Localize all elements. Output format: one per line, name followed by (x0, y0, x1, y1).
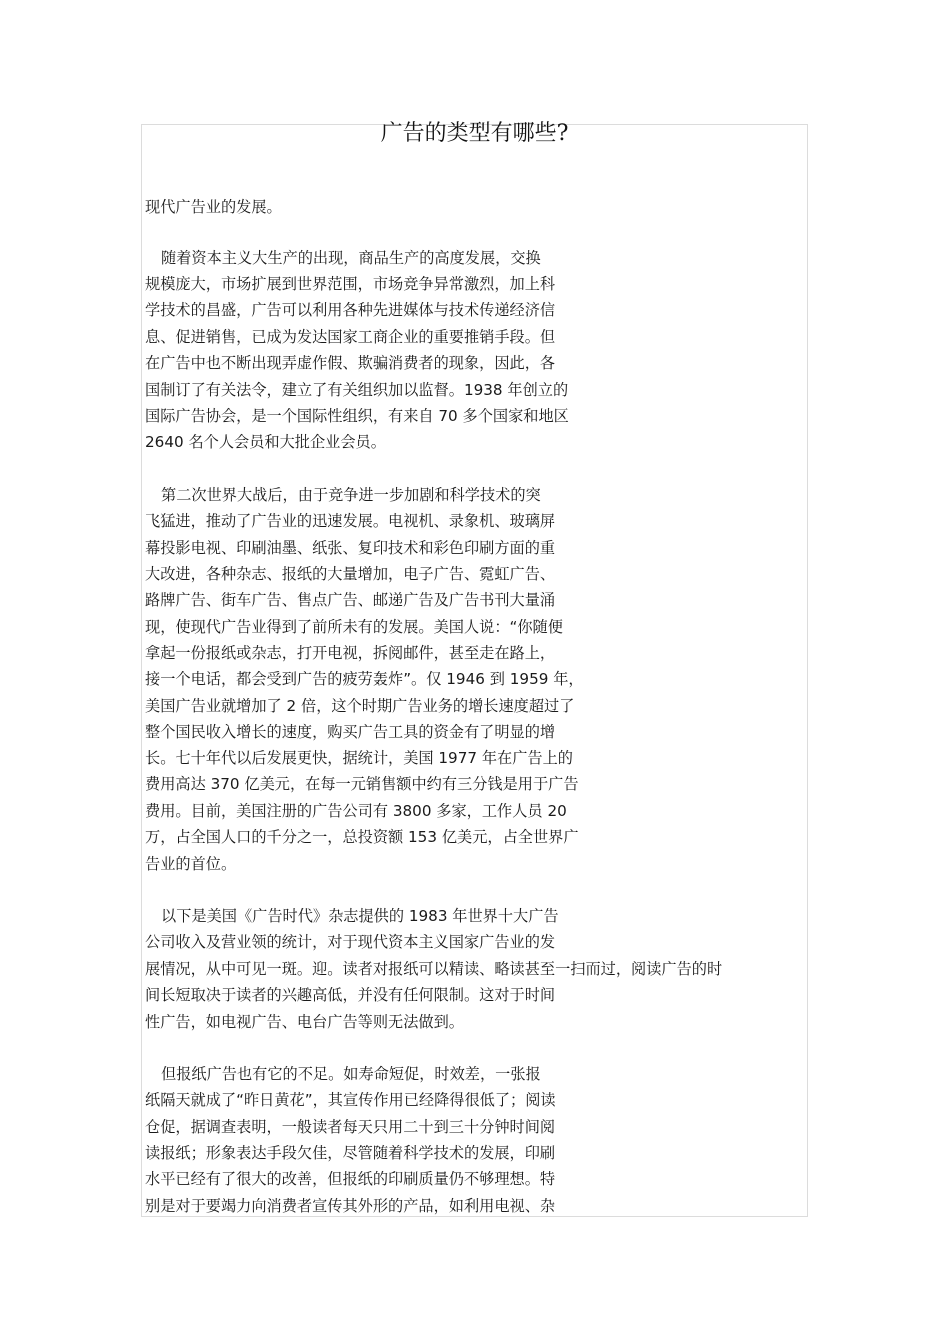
text-line: 2640 名个人会员和大批企业会员。 (145, 433, 386, 451)
text-line: 仓促，据调查表明，一般读者每天只用二十到三十分钟时间阅 (145, 1118, 556, 1136)
text-line: 在广告中也不断出现弄虚作假、欺骗消费者的现象，因此，各 (145, 354, 556, 372)
text-line: 别是对于要竭力向消费者宣传其外形的产品，如利用电视、杂 (145, 1197, 556, 1215)
text-line: 长。七十年代以后发展更快，据统计，美国 1977 年在广告上的 (145, 749, 573, 767)
text-line: 展情况，从中可见一斑。迎。读者对报纸可以精读、略读甚至一扫而过，阅读广告的时 (145, 960, 723, 978)
text-line: 水平已经有了很大的改善，但报纸的印刷质量仍不够理想。特 (145, 1170, 556, 1188)
text-line: 规模庞大，市场扩展到世界范围，市场竞争异常激烈，加上科 (145, 275, 556, 293)
text-line: 大改进，各种杂志、报纸的大量增加，电子广告、霓虹广告、 (145, 565, 556, 583)
text-line: 幕投影电视、印刷油墨、纸张、复印技术和彩色印刷方面的重 (145, 539, 556, 557)
text-line: 国制订了有关法令，建立了有关组织加以监督。1938 年创立的 (145, 381, 569, 399)
text-line: 学技术的昌盛，广告可以利用各种先进媒体与技术传递经济信 (145, 301, 556, 319)
text-line: 飞猛进，推动了广告业的迅速发展。电视机、录象机、玻璃屏 (145, 512, 556, 530)
text-line: 费用高达 370 亿美元，在每一元销售额中约有三分钱是用于广告 (145, 775, 579, 793)
document-title: 广告的类型有哪些? (380, 121, 569, 146)
text-line: 但报纸广告也有它的不足。如寿命短促，时效差，一张报 (161, 1065, 541, 1083)
text-line: 费用。目前，美国注册的广告公司有 3800 多家，工作人员 20 (145, 802, 567, 820)
text-line: 告业的首位。 (145, 855, 237, 873)
text-line: 以下是美国《广告时代》杂志提供的 1983 年世界十大广告 (161, 907, 559, 925)
text-line: 现代广告业的发展。 (145, 198, 282, 216)
text-line: 随着资本主义大生产的出现，商品生产的高度发展，交换 (161, 249, 541, 267)
text-line: 读报纸；形象表达手段欠佳，尽管随着科学技术的发展，印刷 (145, 1144, 556, 1162)
text-line: 息、促进销售，已成为发达国家工商企业的重要推销手段。但 (145, 328, 556, 346)
text-line: 公司收入及营业领的统计，对于现代资本主义国家广告业的发 (145, 933, 556, 951)
text-line: 美国广告业就增加了 2 倍，这个时期广告业务的增长速度超过了 (145, 697, 575, 715)
text-line: 接一个电话，都会受到广告的疲劳轰炸”。仅 1946 到 1959 年， (145, 670, 584, 688)
text-line: 性广告，如电视广告、电台广告等则无法做到。 (145, 1013, 464, 1031)
text-line: 拿起一份报纸或杂志，打开电视，拆阅邮件，甚至走在路上， (145, 644, 556, 662)
text-line: 纸隔天就成了“昨日黄花”，其宣传作用已经降得很低了；阅读 (145, 1091, 556, 1109)
text-line: 间长短取决于读者的兴趣高低，并没有任何限制。这对于时间 (145, 986, 556, 1004)
text-line: 国际广告协会，是一个国际性组织，有来自 70 多个国家和地区 (145, 407, 569, 425)
text-line: 第二次世界大战后，由于竞争进一步加剧和科学技术的突 (161, 486, 541, 504)
text-line: 现，使现代广告业得到了前所未有的发展。美国人说：“你随便 (145, 618, 563, 636)
text-line: 路牌广告、街车广告、售点广告、邮递广告及广告书刊大量涌 (145, 591, 556, 609)
text-line: 整个国民收入增长的速度，购买广告工具的资金有了明显的增 (145, 723, 556, 741)
text-line: 万，占全国人口的千分之一，总投资额 153 亿美元，占全世界广 (145, 828, 579, 846)
